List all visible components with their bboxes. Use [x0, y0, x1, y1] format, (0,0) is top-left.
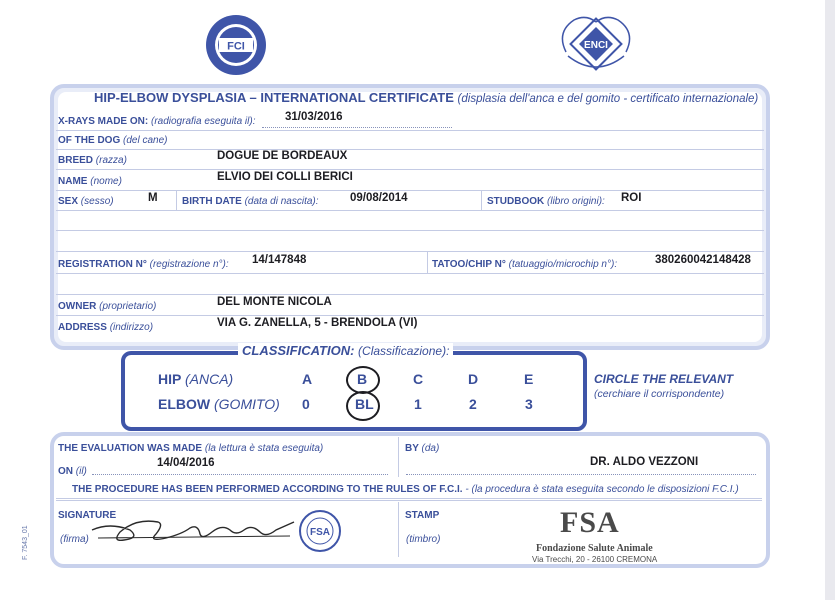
title-italian: (displasia dell'anca e del gomito - certificato internazionale) — [457, 93, 759, 105]
evaluation-date: 14/04/2016 — [157, 457, 215, 469]
enci-logo-text: ENCI — [584, 40, 608, 51]
sex-value: M — [148, 192, 158, 204]
round-stamp-icon — [298, 509, 342, 553]
of-dog-label: OF THE DOG (del cane) — [58, 135, 168, 146]
owner-value: DEL MONTE NICOLA — [217, 296, 332, 308]
row-of-dog — [56, 129, 764, 150]
elbow-selected-circle — [346, 391, 380, 421]
procedure-statement: THE PROCEDURE HAS BEEN PERFORMED ACCORDING TO THE RULES OF F.C.I. - (la procedura è stata eseguita secondo le disposizioni F.C.I.) — [72, 484, 739, 495]
sex-label: SEX (sesso) — [58, 196, 114, 207]
birth-label: BIRTH DATE (data di nascita): — [182, 196, 319, 207]
registration-value: 14/147848 — [252, 254, 307, 266]
registration-label: REGISTRATION N° (registrazione n°): — [58, 259, 229, 270]
dog-name-value: ELVIO DEI COLLI BERICI — [217, 171, 353, 183]
studbook-label: STUDBOOK (libro origini): — [487, 196, 605, 207]
stamp-label-italian: (timbro) — [406, 534, 441, 545]
row-xrays — [56, 110, 764, 131]
round-stamp-text: FSA — [310, 527, 330, 538]
elbow-grade-3[interactable]: 3 — [525, 396, 533, 412]
signature-label: SIGNATURE — [58, 510, 117, 521]
row-blank-1 — [56, 210, 764, 231]
row-name — [56, 170, 764, 191]
signature-label-italian: (firma) — [60, 534, 89, 545]
by-label: BY (da) — [405, 443, 440, 454]
title-main: HIP-ELBOW DYSPLASIA – INTERNATIONAL CERTIFICATE — [94, 90, 454, 105]
certificate-title — [94, 90, 758, 105]
circle-relevant-note: CIRCLE THE RELEVANT — [594, 372, 734, 386]
signature-separator — [398, 502, 399, 557]
paper-edge — [825, 0, 835, 600]
classification-title: CLASSIFICATION: (Classificazione): — [238, 343, 453, 358]
evaluation-on-label: ON (il) — [58, 466, 87, 477]
chip-value: 380260042148428 — [655, 254, 751, 266]
fci-logo-text: FCI — [227, 40, 245, 53]
fsa-logo: FSA — [560, 506, 620, 539]
elbow-grade-1[interactable]: 1 — [414, 396, 422, 412]
hip-label: HIP (ANCA) — [158, 371, 234, 387]
address-label: ADDRESS (indirizzo) — [58, 322, 154, 333]
enci-logo-icon — [556, 12, 636, 78]
row-owner — [56, 295, 764, 316]
hip-grade-b[interactable]: B — [357, 371, 368, 387]
studbook-value: ROI — [621, 192, 642, 204]
breed-label: BREED (razza) — [58, 155, 127, 166]
name-label: NAME (nome) — [58, 176, 122, 187]
xrays-label: X-RAYS MADE ON: (radiografia eseguita il): — [58, 116, 256, 127]
evaluation-separator — [398, 437, 399, 477]
elbow-label: ELBOW (GOMITO) — [158, 396, 280, 412]
evaluation-label: THE EVALUATION WAS MADE (la lettura è stata eseguita) — [58, 443, 324, 454]
hip-grade-d[interactable]: D — [468, 371, 479, 387]
fsa-address: Via Trecchi, 20 - 26100 CREMONA — [532, 555, 658, 564]
fci-logo-icon — [205, 14, 267, 76]
hip-grade-a[interactable]: A — [302, 371, 313, 387]
row-blank-3 — [56, 274, 764, 295]
row-sex-birth-studbook — [56, 190, 764, 211]
row-registration — [56, 253, 764, 274]
stamp-label: STAMP — [405, 510, 440, 521]
chip-label: TATOO/CHIP N° (tatuaggio/microchip n°): — [432, 259, 618, 270]
row-procedure-bottom — [56, 480, 762, 501]
birth-value: 09/08/2014 — [350, 192, 408, 204]
row-breed — [56, 149, 764, 170]
elbow-grade-bl[interactable]: BL — [355, 396, 374, 412]
circle-relevant-note-italian: (cerchiare il corrispondente) — [594, 388, 725, 400]
fsa-name: Fondazione Salute Animale — [536, 543, 653, 554]
row-blank-2 — [56, 231, 764, 252]
owner-label: OWNER (proprietario) — [58, 301, 157, 312]
breed-value: DOGUE DE BORDEAUX — [217, 150, 348, 162]
hip-grade-c[interactable]: C — [413, 371, 424, 387]
by-dotted-line — [406, 473, 756, 475]
signature-image — [90, 508, 300, 548]
elbow-grade-0[interactable]: 0 — [302, 396, 310, 412]
xrays-date: 31/03/2016 — [285, 111, 343, 123]
hip-selected-circle — [346, 366, 380, 394]
address-value: VIA G. ZANELLA, 5 - BRENDOLA (VI) — [217, 317, 418, 329]
evaluation-dotted-line — [92, 473, 388, 475]
elbow-grade-2[interactable]: 2 — [469, 396, 477, 412]
hip-grade-e[interactable]: E — [524, 371, 534, 387]
side-code: F. 7543_01 — [22, 525, 29, 560]
by-value: DR. ALDO VEZZONI — [590, 456, 699, 468]
